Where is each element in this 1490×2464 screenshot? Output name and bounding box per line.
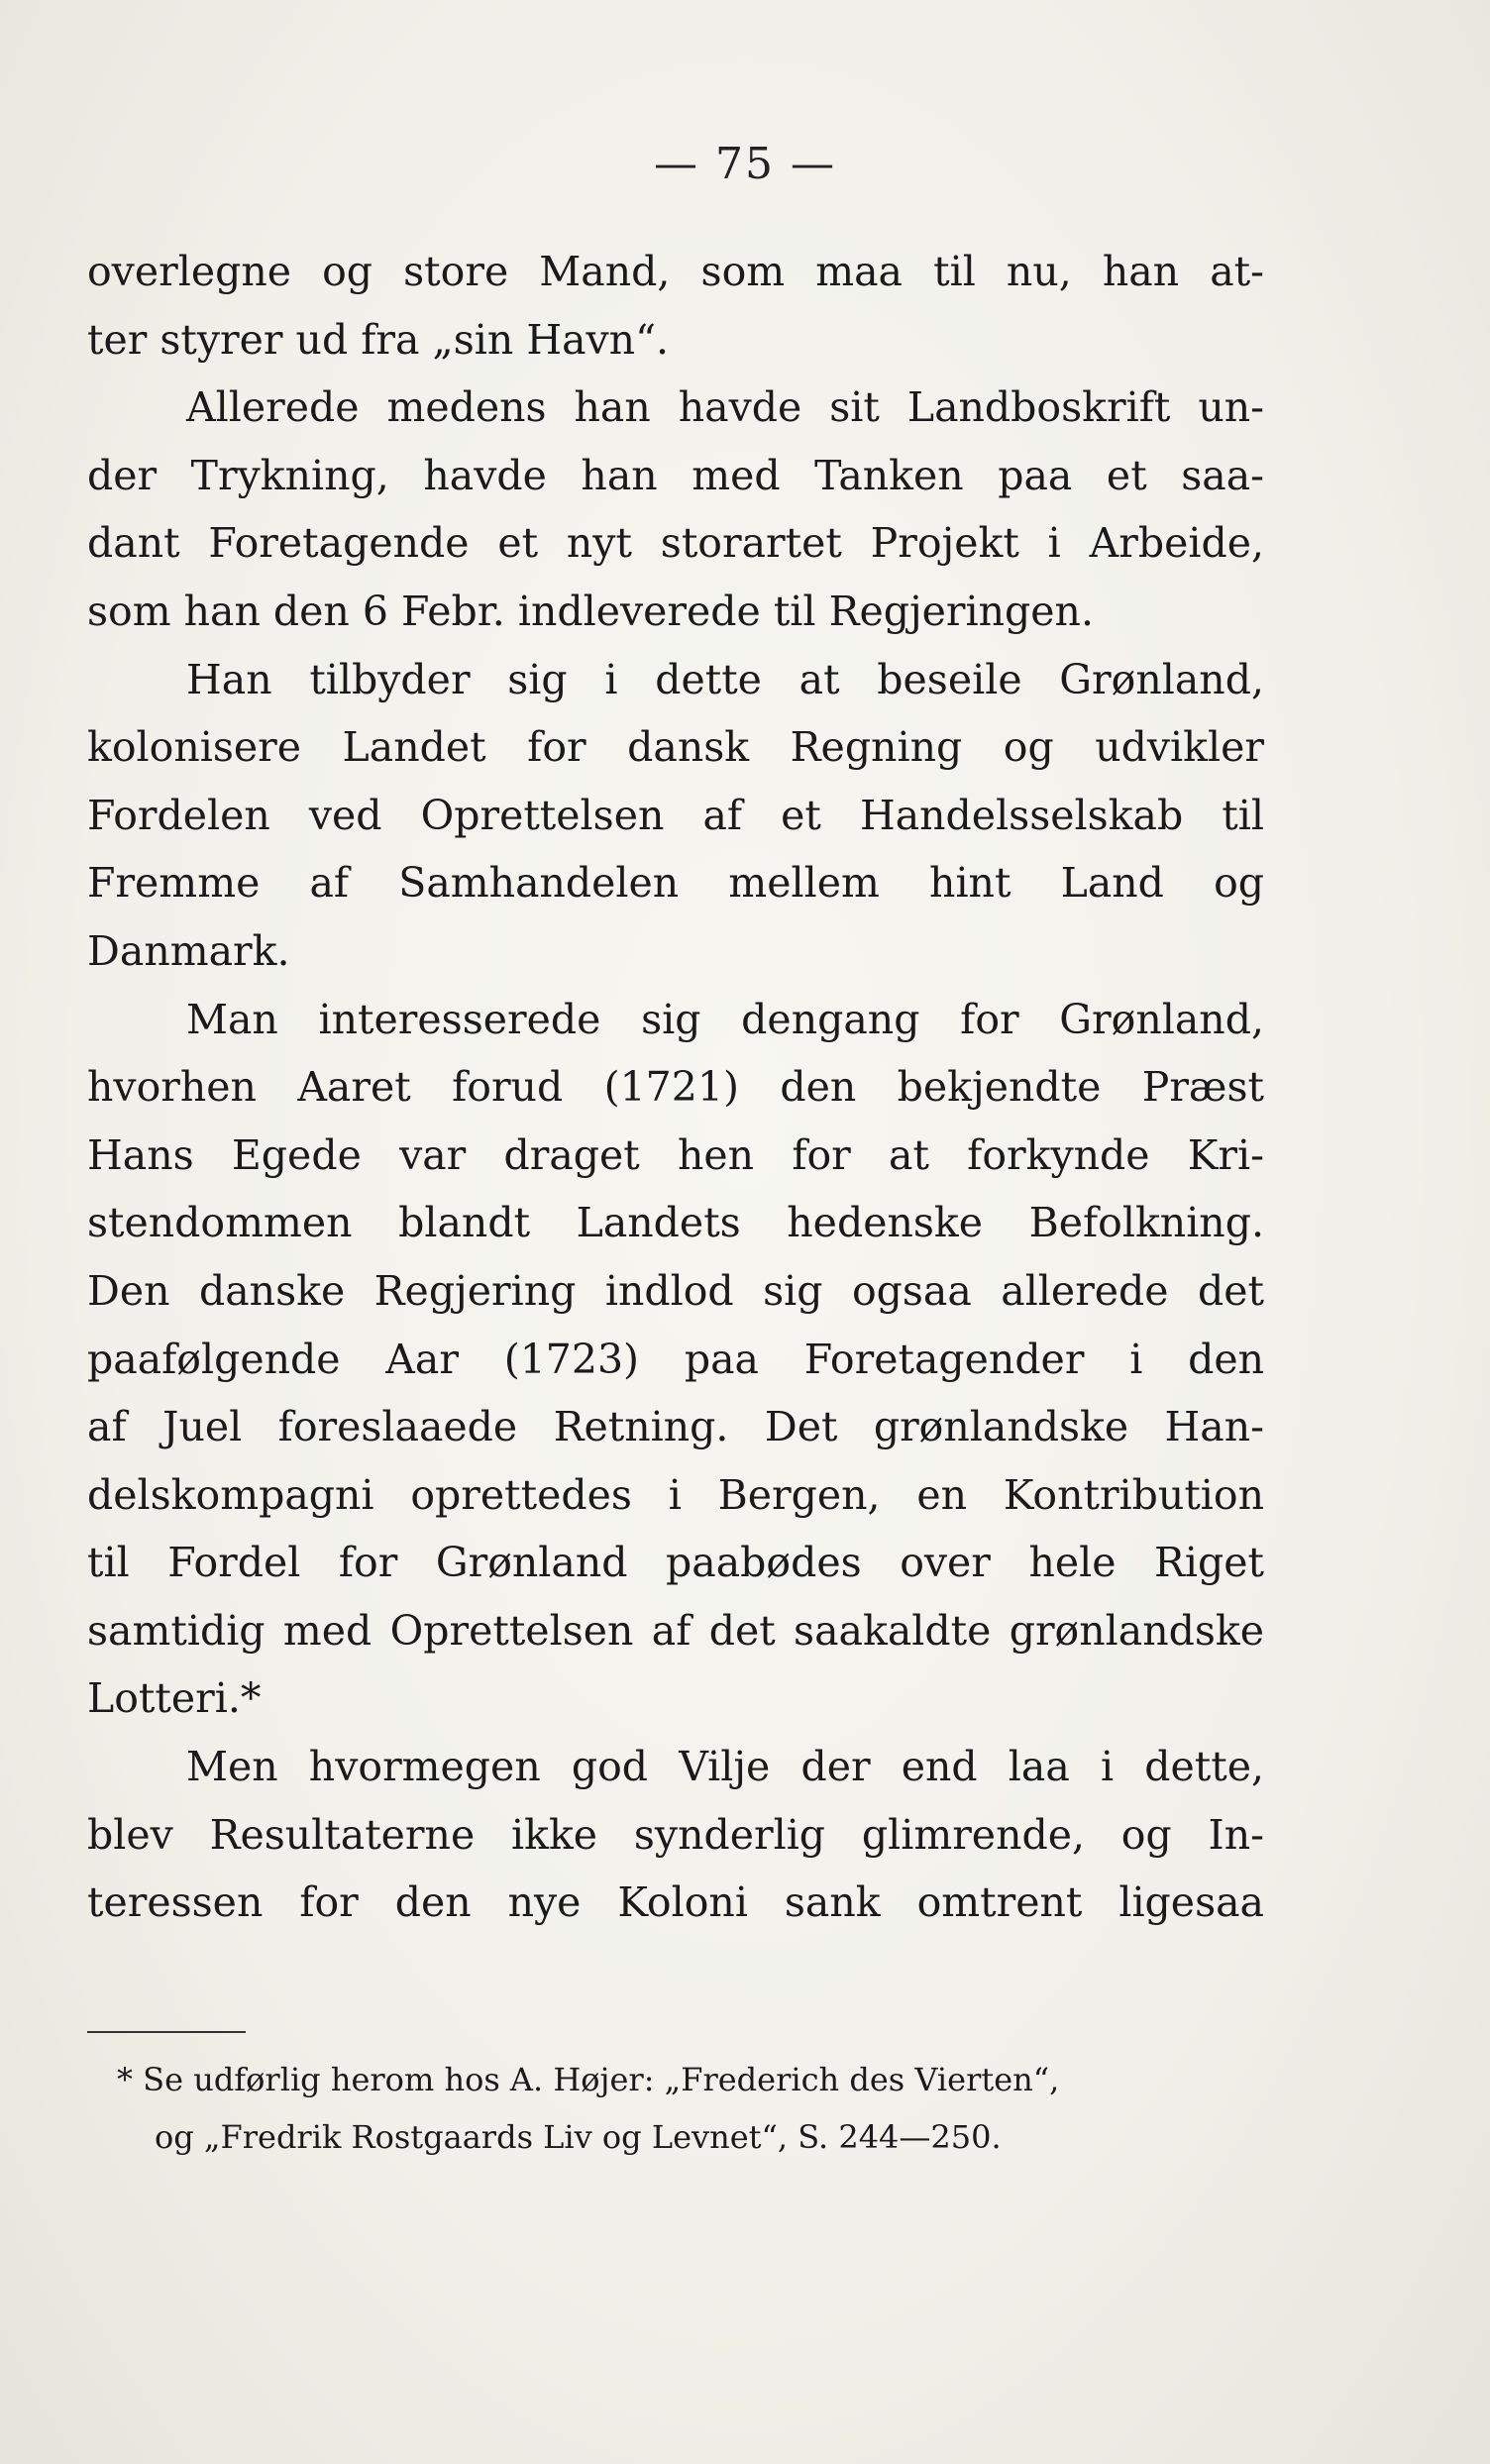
- text-line: samtidig med Oprettelsen af det saakaldte grønlandske: [87, 1606, 1264, 1655]
- text-line: Lotteri.*: [87, 1674, 262, 1723]
- text-line: Allerede medens han havde sit Landboskrift un-: [186, 383, 1264, 432]
- footnote-line: * Se udførlig herom hos A. Højer: „Frederich des Vierten“,: [117, 2061, 1060, 2098]
- text-line: Den danske Regjering indlod sig ogsaa allerede det: [87, 1266, 1264, 1315]
- text-line: paafølgende Aar (1723) paa Foretagender i den: [87, 1335, 1264, 1383]
- footnote-line: og „Fredrik Rostgaards Liv og Levnet“, S. 244—250.: [155, 2118, 1002, 2156]
- text-line: delskompagni oprettedes i Bergen, en Kontribution: [87, 1470, 1264, 1519]
- text-line: kolonisere Landet for dansk Regning og udvikler: [87, 723, 1264, 772]
- text-line: Hans Egede var draget hen for at forkynde Kri-: [87, 1130, 1264, 1179]
- text-line: Fordelen ved Oprettelsen af et Handelsselskab til: [87, 791, 1264, 839]
- text-line: teressen for den nye Koloni sank omtrent ligesaa: [87, 1878, 1264, 1927]
- text-line: der Trykning, havde han med Tanken paa et saa-: [87, 451, 1264, 499]
- text-line: Men hvormegen god Vilje der end laa i dette,: [186, 1743, 1264, 1791]
- text-line: dant Foretagende et nyt storartet Projekt i Arbeide,: [87, 519, 1264, 568]
- text-line: Han tilbyder sig i dette at beseile Grønland,: [186, 655, 1264, 703]
- footnote-divider: [87, 2031, 246, 2033]
- text-line: Fremme af Samhandelen mellem hint Land og: [87, 859, 1264, 908]
- text-line: som han den 6 Febr. indleverede til Regjeringen.: [87, 587, 1094, 635]
- text-line: stendommen blandt Landets hedenske Befolkning.: [87, 1199, 1264, 1247]
- page-number: — 75 —: [654, 139, 836, 189]
- footnote: [117, 2051, 1266, 2166]
- text-line: til Fordel for Grønland paabødes over hele Riget: [87, 1539, 1264, 1587]
- text-line: blev Resultaterne ikke synderlig glimrende, og In-: [87, 1810, 1264, 1859]
- body-text: [87, 238, 1264, 1937]
- text-line: af Juel foreslaaede Retning. Det grønlandske Han-: [87, 1403, 1264, 1451]
- text-line: Man interesserede sig dengang for Grønland,: [186, 995, 1264, 1043]
- text-line: ter styrer ud fra „sin Havn“.: [87, 315, 670, 364]
- text-line: overlegne og store Mand, som maa til nu, han at-: [87, 248, 1264, 295]
- text-line: Danmark.: [87, 926, 290, 975]
- text-line: hvorhen Aaret forud (1721) den bekjendte Præst: [87, 1063, 1264, 1112]
